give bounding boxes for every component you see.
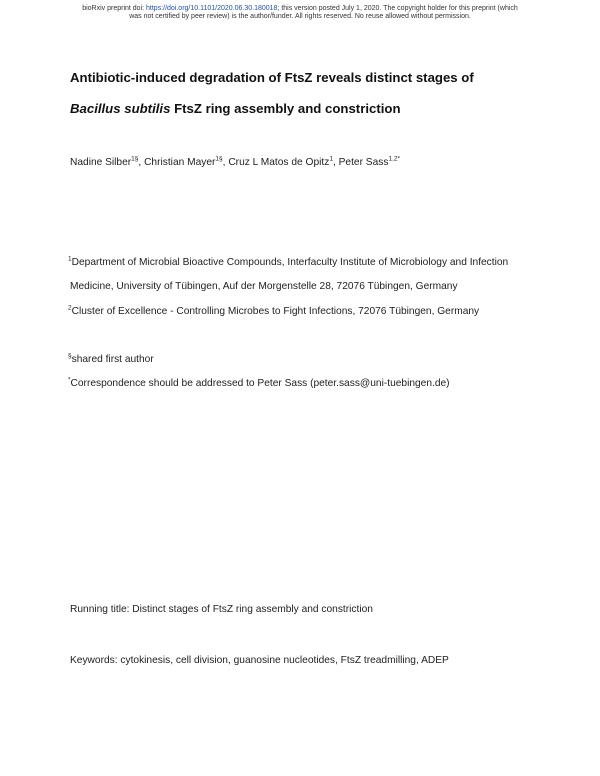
author-list xyxy=(70,157,400,168)
author: Cruz L Matos de Opitz$^1$, xyxy=(228,155,339,168)
author: Nadine Silber$^{1\S}$, xyxy=(70,155,145,168)
affiliation-1: $^1$Department of Microbial Bioactive Compounds, Interfaculty Institute of Microbiology and Infection xyxy=(68,255,509,268)
doi-link[interactable]: https://doi.org/10.1101/2020.06.30.180018 xyxy=(146,5,278,12)
header-line-2: was not certified by peer review) is the author/funder. All rights reserved. No reuse allowed without permission. xyxy=(129,13,471,20)
affiliation-1-cont: Medicine, University of Tübingen, Auf der Morgenstelle 28, 72076 Tübingen, Germany xyxy=(70,281,458,292)
preprint-header xyxy=(0,5,600,21)
author: Christian Mayer$^{1\S}$, xyxy=(144,155,229,168)
shared-authorship-note: §shared first author xyxy=(68,352,154,365)
paper-title-line-1: Antibiotic-induced degradation of FtsZ reveals distinct stages of xyxy=(70,70,474,85)
paper-title-line-2: Bacillus subtilis FtsZ ring assembly and constriction xyxy=(70,101,401,116)
correspondence-note: *Correspondence should be addressed to Peter Sass (peter.sass@uni-tuebingen.de) xyxy=(68,376,450,389)
species-name: Bacillus subtilis xyxy=(70,101,171,116)
author: Peter Sass$^{1,2*}$ xyxy=(338,155,401,168)
affiliation-2: $^2$Cluster of Excellence - Controlling Microbes to Fight Infections, 72076 Tübingen, Germany xyxy=(68,304,480,317)
keywords: Keywords: cytokinesis, cell division, guanosine nucleotides, FtsZ treadmilling, ADEP xyxy=(70,655,449,666)
running-title: Running title: Distinct stages of FtsZ ring assembly and constriction xyxy=(70,604,373,615)
header-line-1: bioRxiv preprint doi: https://doi.org/10.1101/2020.06.30.180018; this version posted July 1, 2020. The copyright holder for this preprint (which xyxy=(82,5,518,12)
